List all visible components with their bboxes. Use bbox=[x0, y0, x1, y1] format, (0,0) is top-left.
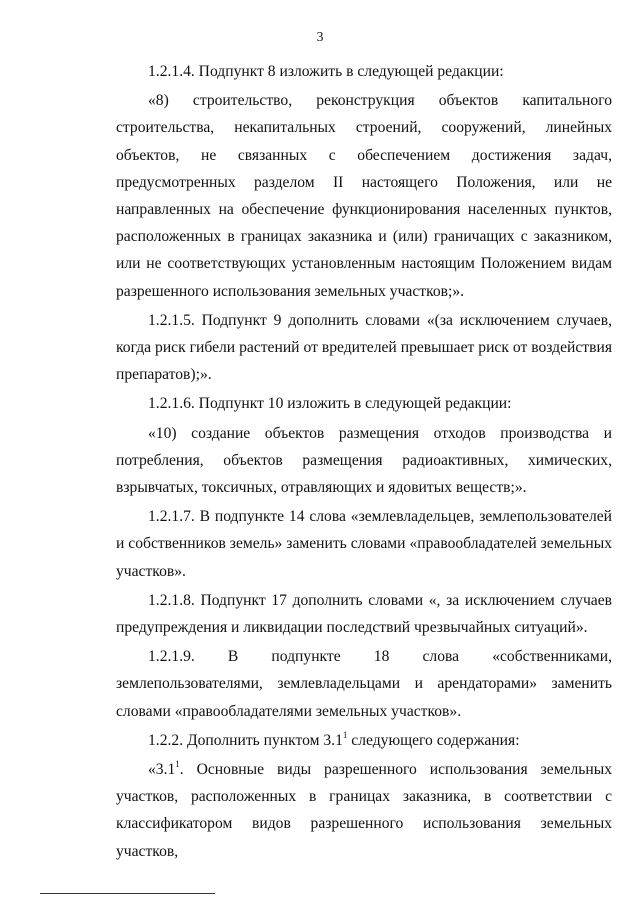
paragraph-subitem-10-text: «10) создание объектов размещения отходов производства и потребления, объектов размещения радиоактивных, химических, взрывчатых, токсичных, отравляющих и ядовитых веществ;». bbox=[116, 424, 612, 497]
paragraph-3-1-1-superscript: 1 bbox=[175, 759, 180, 770]
page-number: 3 bbox=[316, 30, 324, 45]
paragraph-1-2-1-4: 1.2.1.4. Подпункт 8 изложить в следующей редакции: bbox=[148, 63, 504, 80]
paragraph-subitem-8-text: «8) строительство, реконструкция объектов капитального строительства, некапитальных строений, сооружений, линейных объектов, не связанных с обеспечением достижения задач, предусмотренных разделом II настоящего Положения, или не направленных на обеспечение функционирования населенных пунктов, расположенных в границах заказника и (или) граничащих с заказником, или не соответствующих установленным настоящим Положением видам разрешенного использования земельных участков;». bbox=[116, 92, 612, 300]
footer-divider bbox=[40, 893, 215, 894]
document-body bbox=[116, 58, 612, 865]
paragraph-1-2-1-5: 1.2.1.5. Подпункт 9 дополнить словами «(за исключением случаев, когда риск гибели растений от вредителей превышает риск от воздействия препаратов);». bbox=[116, 311, 612, 384]
paragraph-3-1-1-before: «3.1 bbox=[148, 761, 176, 779]
paragraph-1-2-1-9: 1.2.1.9. В подпункте 18 слова «собственниками, землепользователями, землевладельцами и арендаторами» заменить словами «правообладателями земельных участков». bbox=[116, 648, 612, 720]
paragraph-1-2-2-after: следующего содержания: bbox=[347, 731, 520, 749]
paragraph-1-2-1-7: 1.2.1.7. В подпункте 14 слова «землевладельцев, землепользователей и собственников земель» заменить словами «правообладателей земельных участков». bbox=[116, 508, 612, 580]
paragraph-1-2-1-8: 1.2.1.8. Подпункт 17 дополнить словами «, за исключением случаев предупреждения и ликвидации последствий чрезвычайных ситуаций». bbox=[116, 591, 612, 637]
paragraph-3-1-1-text bbox=[116, 756, 612, 865]
paragraph-1-2-2-superscript: 1 bbox=[342, 729, 348, 740]
paragraph-1-2-2 bbox=[116, 727, 612, 754]
paragraph-3-1-1-after: . Основные виды разрешенного использования земельных участков, расположенных в границах заказника, в соответствии с классификатором видов разрешенного использования земельных участков, bbox=[116, 761, 612, 860]
paragraph-1-2-1-6: 1.2.1.6. Подпункт 10 изложить в следующей редакции: bbox=[148, 395, 512, 413]
paragraph-1-2-2-before: 1.2.2. Дополнить пунктом 3.1 bbox=[148, 731, 343, 749]
